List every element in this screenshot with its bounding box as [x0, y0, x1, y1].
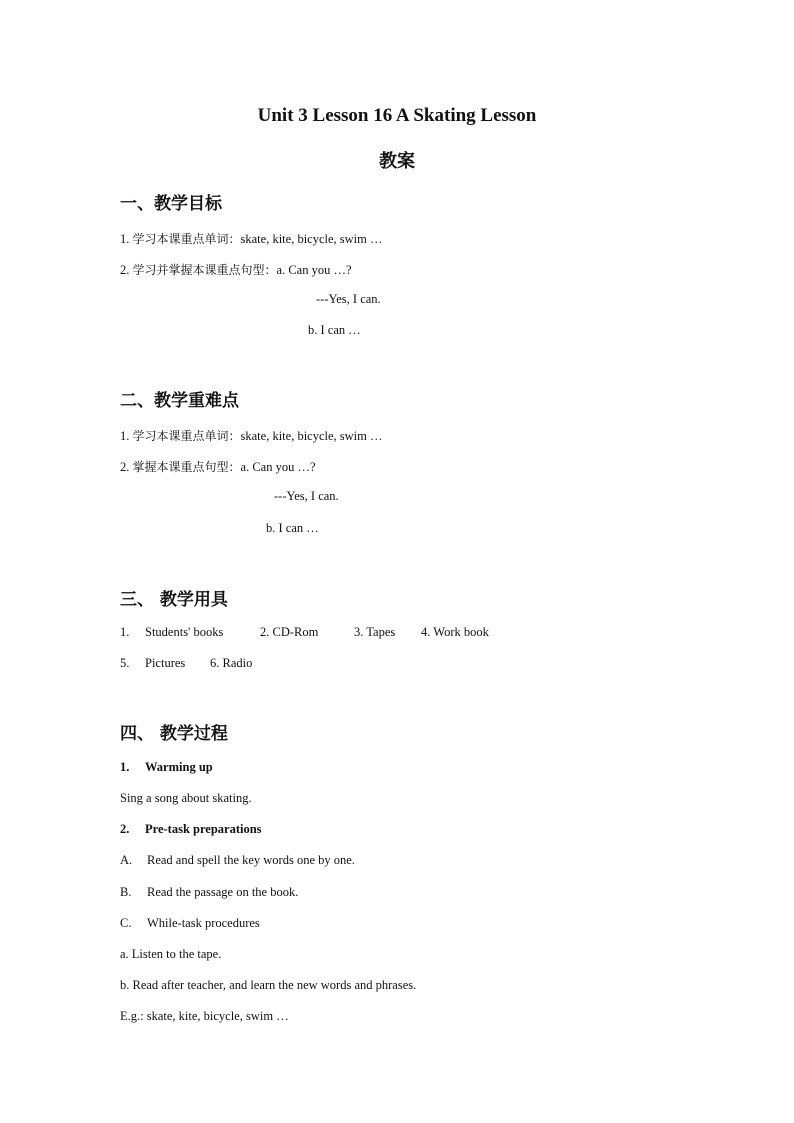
section2-item1: [120, 427, 383, 444]
section4-heading: 四、 教学过程: [120, 724, 228, 744]
item-number: 2.: [120, 460, 130, 474]
step1-label: Warming up: [145, 760, 213, 774]
procedure-a: a. Listen to the tape.: [120, 947, 222, 961]
section1-pattern-b: b. I can …: [308, 323, 361, 337]
item-number: 1.: [120, 232, 130, 246]
section2-answer: ---Yes, I can.: [274, 489, 339, 503]
step-c-letter: C.: [120, 916, 132, 930]
item-number: 1.: [120, 429, 130, 443]
step-b-letter: B.: [120, 885, 132, 899]
item-pattern-a: a. Can you …?: [276, 263, 352, 277]
tool-6: 6. Radio: [210, 656, 253, 670]
item-number: 2.: [120, 263, 130, 277]
tool-1-number: 1.: [120, 625, 130, 639]
item-label: 学习本课重点单词：: [132, 232, 241, 246]
tool-2: 2. CD-Rom: [260, 625, 319, 639]
step-c-text: While-task procedures: [147, 916, 260, 930]
step-b-text: Read the passage on the book.: [147, 885, 299, 899]
tool-1-label: Students' books: [145, 625, 224, 639]
step2-label: Pre-task preparations: [145, 822, 262, 836]
item-words: skate, kite, bicycle, swim …: [240, 429, 383, 443]
procedure-example: E.g.: skate, kite, bicycle, swim …: [120, 1009, 289, 1023]
page-title: Unit 3 Lesson 16 A Skating Lesson: [257, 105, 537, 126]
step1-number: 1.: [120, 760, 130, 774]
item-label: 学习本课重点单词：: [132, 429, 241, 443]
tool-5-number: 5.: [120, 656, 130, 670]
item-words: skate, kite, bicycle, swim …: [240, 232, 383, 246]
section2-pattern-b: b. I can …: [266, 521, 319, 535]
page-subtitle: 教案: [379, 151, 415, 172]
tool-3: 3. Tapes: [354, 625, 396, 639]
section1-answer: ---Yes, I can.: [316, 292, 381, 306]
item-pattern-a: a. Can you …?: [240, 460, 316, 474]
step-a-text: Read and spell the key words one by one.: [147, 853, 355, 867]
section1-item1: [120, 230, 383, 247]
step2-number: 2.: [120, 822, 130, 836]
section1-item2: [120, 261, 352, 278]
section2-heading: 二、教学重难点: [120, 391, 239, 411]
section2-item2: [120, 458, 316, 475]
procedure-b: b. Read after teacher, and learn the new words and phrases.: [120, 978, 417, 992]
section3-heading: 三、 教学用具: [120, 590, 228, 610]
section1-heading: 一、教学目标: [120, 194, 222, 214]
item-label: 掌握本课重点句型：: [132, 460, 241, 474]
step-a-letter: A.: [120, 853, 133, 867]
item-label: 学习并掌握本课重点句型：: [132, 263, 277, 277]
tool-4: 4. Work book: [421, 625, 489, 639]
step1-text: Sing a song about skating.: [120, 791, 252, 805]
tool-5-label: Pictures: [145, 656, 186, 670]
